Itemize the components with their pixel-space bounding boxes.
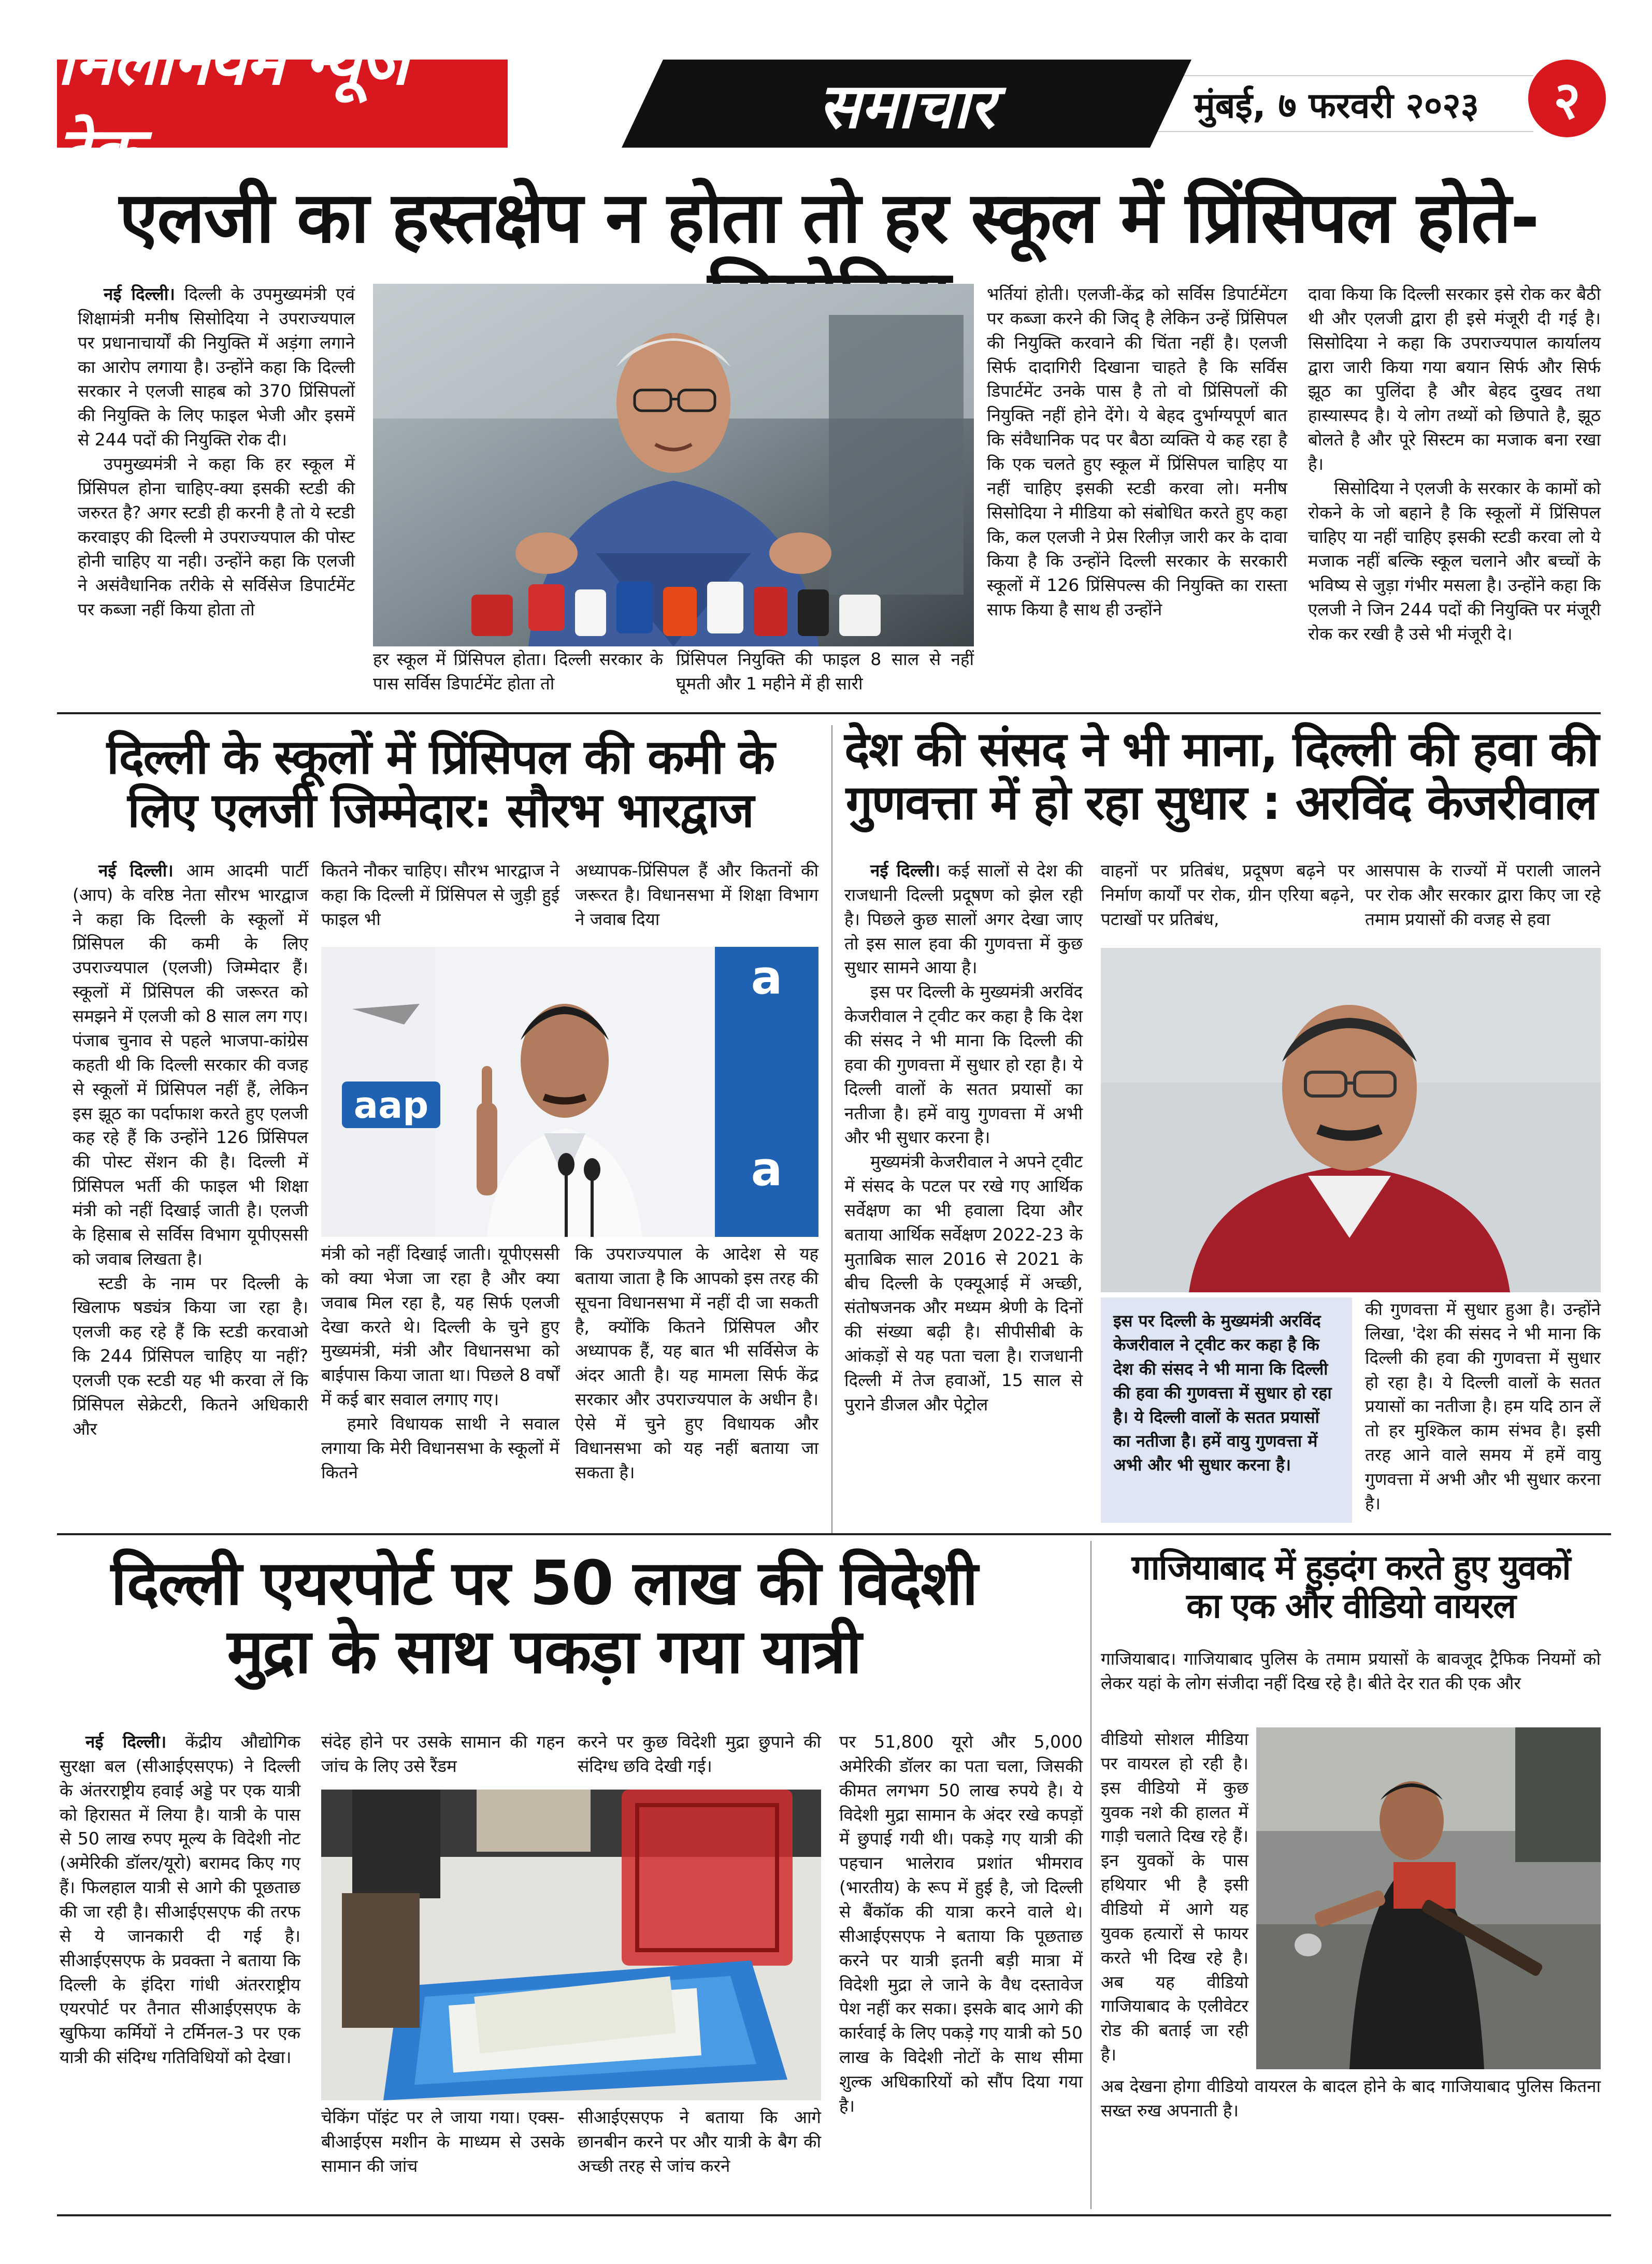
story5-outro: अब देखना होगा वीडियो वायरल के बादल होने के बाद गाजियाबाद पुलिस कितना सख्त रुख अपनाती है। (1101, 2076, 1601, 2121)
svg-text:a: a (751, 1142, 783, 1196)
story3-dateline: नई दिल्ली। (870, 860, 940, 881)
story2-headline-line2: लिए एलजी जिम्मेदार: सौरभ भारद्वाज (127, 783, 753, 839)
story3-text-1: कई सालों से देश की राजधानी दिल्ली प्रदूषण को झेल रही है। पिछले कुछ सालों अगर देखा जाए तो इस साल हवा की गुणवत्ता में कुछ सुधार सामने आया है। (844, 860, 1083, 978)
story2-dateline: नई दिल्ली। (98, 860, 174, 881)
story2-column-3-top: अध्यापक-प्रिंसिपल हैं और कितनों की जरूरत है। विधानसभा में शिक्षा विभाग ने जवाब दिया (575, 860, 818, 929)
story5-headline-line1: गाजियाबाद में हुड़दंग करते हुए युवकों (1131, 1548, 1570, 1588)
story4-column-1 (60, 1730, 300, 2070)
story3-column-2-top: वाहनों पर प्रतिबंध, प्रदूषण बढ़ने पर निर्माण कार्यों पर रोक, ग्रीन एरिया बढ़ने, पटाखों पर प्रतिबंध, (1101, 860, 1355, 929)
svg-text:aap: aap (353, 1084, 429, 1127)
story4-column-2-bottom: चेकिंग पॉइंट पर ले जाया गया। एक्स-बीआईएस मशीन के माध्यम से उसके सामान की जांच (321, 2107, 565, 2176)
story4-headline-line1: दिल्ली एयरपोर्ट पर 50 लाख की विदेशी (111, 1547, 977, 1619)
story2-column-2-top: कितने नौकर चाहिए। सौरभ भारद्वाज ने कहा कि दिल्ली में प्रिंसिपल से जुड़ी हुई फाइल भी (321, 860, 559, 929)
story2-text-1b: स्टडी के नाम पर दिल्ली के खिलाफ षड्यंत्र किया जा रहा है। एलजी कह रहे हैं कि स्टडी करवाओ कि 244 प्रिंसिपल चाहिए या नहीं? एलजी एक स्टडी यह भी करवा लें कि प्रिंसिपल सेक्रेटरी, कितने अधिकारी और (73, 1273, 308, 1439)
saurabh-photo (321, 947, 818, 1237)
edition-dateline: मुंबई, ७ फरवरी २०२३ (1194, 85, 1479, 126)
story2-headline-line1: दिल्ली के स्कूलों में प्रिंसिपल की कमी के (106, 729, 774, 785)
section-banner (663, 60, 1150, 148)
story3-column-3-bottom: की गुणवत्ता में सुधार हुआ है। उन्होंने लिखा, 'देश की संसद ने भी माना कि दिल्ली की हवा की गुणवत्ता में सुधार हो रहा है। ये दिल्ली वालों के सतत प्रयासों का नतीजा है। हम यदि ठान लें तो हर मुश्किल काम संभव है। इसी तरह आने वाले समय में हमें वायु गुणवत्ता में अभी और भी सुधार करना है। (1365, 1299, 1601, 1513)
story3-column-1 (844, 859, 1083, 1417)
column-divider (1090, 1541, 1091, 2209)
story1-headline: एलजी का हस्तक्षेप न होता तो हर स्कूल में प्रिंसिपल होते- (119, 177, 1539, 259)
story2-column-1 (73, 859, 308, 1441)
story4-column-3-top: करने पर कुछ विदेशी मुद्रा छुपाने की संदिग्ध छवि देखी गई। (578, 1732, 821, 1776)
story3-headline (842, 723, 1601, 829)
story4-column-2-top: संदेह होने पर उसके सामान की गहन जांच के लिए उसे रैंडम (321, 1732, 565, 1776)
arvind-kejriwal-image (1101, 948, 1601, 1292)
sisodia-press-conference-image (373, 284, 974, 646)
story4-text-1: केंद्रीय औद्योगिक सुरक्षा बल (सीआईएसएफ) ने दिल्ली के अंतरराष्ट्रीय हवाई अड्डे पर एक यात्री को हिरासत में लिया है। यात्री के पास से 50 लाख रुपए मूल्य के विदेशी नोट (अमेरिकी डॉलर/यूरो) बरामद किए गए हैं। फिलहाल यात्री से आगे की पूछताछ की जा रही है। सीआईएसएफ की तरफ से ये जानकारी दी गई है। सीआईएसएफ के प्रवक्ता ने बताया कि दिल्ली के इंदिरा गांधी अंतरराष्ट्रीय एयरपोर्ट पर तैनात सीआईएसएफ के खुफिया कर्मियों ने टर्मिनल-3 पर एक यात्री की संदिग्ध गतिविधियों को देखा। (60, 1732, 300, 2068)
story1-dateline: नई दिल्ली। (104, 284, 175, 304)
story1-column-3: प्रिंसिपल नियुक्ति की फाइल 8 साल से नहीं घूमती और 1 महीने में ही सारी (676, 649, 974, 694)
story3-headline-line2: गुणवत्ता में हो रहा सुधार : अरविंद केजरीवाल (845, 775, 1597, 831)
story3-text-1b: इस पर दिल्ली के मुख्यमंत्री अरविंद केजरीवाल ने ट्वीट कर कहा है कि देश की संसद ने भी माना कि दिल्ली की हवा की गुणवत्ता में सुधार हो रहा है। ये दिल्ली वालों के सतत प्रयासों का नतीजा है। हमें वायु गुणवत्ता में अभी और भी सुधार करना है। (844, 982, 1083, 1148)
story4-headline-line2: मुद्रा के साथ पकड़ा गया यात्री (227, 1616, 861, 1688)
story3-column-3-top: आसपास के राज्यों में पराली जालने पर रोक और सरकार द्वारा किए जा रहे तमाम प्रयासों की वजह से हवा (1365, 860, 1601, 929)
story2-headline (57, 730, 824, 837)
story1-text-1b: उपमुख्यमंत्री ने कहा कि हर स्कूल में प्रिंसिपल होना चाहिए-क्या इसकी स्टडी की जरुरत है? अगर स्टडी ही करनी है तो ये स्टडी करवाइए की दिल्ली मे उपराज्यपाल की पोस्ट होनी चाहिए या नही। उन्होंने कहा कि एलजी ने असंवैधानिक तरीके से सर्विसेज डिपार्टमेंट पर कब्जा नहीं किया होता तो (78, 454, 355, 620)
story5-headline-line2: का एक और वीडियो वायरल (1186, 1585, 1515, 1626)
kejriwal-photo (1101, 948, 1601, 1292)
story1-text-1: दिल्ली के उपमुख्यमंत्री एवं शिक्षामंत्री मनीष सिसोदिया ने उपराज्यपाल पर प्रधानाचार्यों की नियुक्ति में अड़ंगा लगाने का आरोप लगाया है। उन्होंने कहा कि दिल्ली सरकार ने एलजी साहब को 370 प्रिंसिपलों की नियुक्ति के लिए फाइल भेजी और इसमें से 244 पदों की नियुक्ति रोक दी। (78, 284, 355, 450)
story5-intro: गाजियाबाद। गाजियाबाद पुलिस के तमाम प्रयासों के बावजूद ट्रैफिक नियमों को लेकर यहां के लोग संजीदा नहीं दिख रहे है। बीते देर रात की एक और (1101, 1649, 1601, 1693)
masthead (57, 23, 1601, 191)
story1-column-4: भर्तियां होती। एलजी-केंद्र को सर्विस डिपार्टमेंटग पर कब्जा करने की जिद् है लेकिन उन्हें प्रिंसिपल की नियुक्ति करवाने की चिंता नहीं है। एलजी सिर्फ दादागिरी दिखाना चाहते है कि सर्विस डिपार्टमेंट उनके पास है तो वो प्रिंसिपलों की नियुक्ति नहीं होने देंगे। ये बेहद दुर्भाग्यपूर्ण बात कि संवैधानिक पद पर बैठा व्यक्ति ये कह रहा है कि एक चलते हुए स्कूल में प्रिंसिपल चाहिए या नहीं चाहिए इसकी स्टडी करवा लो। मनीष सिसोदिया ने मीडिया को संबोधित करते हुए कहा कि, कल एलजी ने प्रेस रिलीज़ जारी कर के दावा किया है कि उन्होंने दिल्ली सरकार के सरकारी स्कूलों में 126 प्रिंसिपल्स की नियुक्ति का रास्ता साफ किया है साथ ही उन्होंने (987, 284, 1287, 620)
saurabh-bharadwaj-image (321, 947, 818, 1237)
story4-column-4: पर 51,800 यूरो और 5,000 अमेरिकी डॉलर का पता चला, जिसकी कीमत लगभग 50 लाख रुपये है। ये विदेशी मुद्रा सामान के अंदर रखे कपड़ों में छुपाई गयी थी। पकड़े गए यात्री की पहचान भालेराव प्रशांत भीमराव (भारतीय) के रूप में हुई है, जो दिल्ली से बैंकॉक की यात्रा करने वाले थे। सीआईएसएफ ने बताया कि पूछताछ करने पर यात्री इतनी बड़ी मात्रा में विदेशी मुद्रा ले जाने के वैध दस्तावेज पेश नहीं कर सका। इसके बाद आगे की कार्रवाई के लिए पकड़े गए यात्री को 50 लाख के विदेशी नोटों के साथ सीमा शुल्क अधिकारियों को सौंप दिया गया है। (839, 1732, 1083, 2116)
page-number: २ (1528, 60, 1606, 137)
bottom-rule (57, 2214, 1611, 2216)
kejriwal-caption: इस पर दिल्ली के मुख्यमंत्री अरविंद केजरीवाल ने ट्वीट कर कहा है कि देश की संसद ने भी माना कि दिल्ली की हवा की गुणवत्ता में सुधार हो रहा है। ये दिल्ली वालों के सतत प्रयासों का नतीजा है। हमें वायु गुणवत्ता में अभी और भी सुधार करना है। (1101, 1297, 1352, 1523)
divider (57, 712, 1601, 714)
story2-text-2c: हमारे विधायक साथी ने सवाल लगाया कि मेरी विधानसभा के स्कूलों में कितने (321, 1414, 559, 1482)
column-divider (831, 725, 832, 1533)
story2-column-2-bottom (321, 1242, 559, 1485)
sisodia-photo (373, 284, 974, 646)
divider (57, 1533, 1611, 1535)
ghaziabad-video-still (1256, 1727, 1601, 2069)
story3-headline-line1: देश की संसद ने भी माना, दिल्ली की हवा की (844, 722, 1598, 777)
story2-column-3-bottom: कि उपराज्यपाल के आदेश से यह बताया जाता है कि आपको इस तरह की सूचना विधानसभा में नहीं दी जा सकती है, क्योंकि कितने प्रिंसिपल और अध्यापक हैं, यह बात भी सर्विसेज के अंदर आती है। यह मामला सिर्फ केंद्र सरकार और उपराज्यपाल के अधीन है। ऐसे में चुने हुए विधायक और विधानसभा को यह नहीं बताया जा सकता है। (575, 1244, 818, 1482)
story2-text-1: आम आदमी पार्टी (आप) के वरिष्ठ नेता सौरभ भारद्वाज ने कहा कि दिल्ली के स्कूलों में प्रिंसिपल की कमी के लिए उपराज्यपाल (एलजी) जिम्मेदार हैं। स्कूलों में प्रिंसिपल की जरूरत को समझने में एलजी को 8 साल लग गए। पंजाब चुनाव से पहले भाजपा-कांग्रेस कहती थी कि दिल्ली सरकार की वजह से स्कूलों में प्रिंसिपल नहीं हैं, लेकिन इस झूठ का पर्दाफाश करते हुए एलजी कह रहे हैं कि उन्होंने 126 प्रिंसिपल की पोस्ट सेंशन की है। दिल्ली में प्रिंसिपल भर्ती की फाइल भी शिक्षा मंत्री को नहीं दिखाई जाती है। एलजी के हिसाब से सर्विस विभाग यूपीएससी को जवाब लिखता है। (73, 860, 308, 1269)
brand-logo: मिलेनियम न्यूज टेक (57, 60, 508, 148)
svg-text:a: a (751, 950, 783, 1005)
story1-text-5b: सिसोदिया ने एलजी के सरकार के कामों को रोकने के जो बहाने है कि स्कूलों में प्रिंसिपल चाहिए या नहीं चाहिए इसकी स्टडी करवा लो ये मजाक नहीं बल्कि स्कूल चलाने और बच्चों के भविष्य से जुड़ा गंभीर मसला है। उन्होंने कहा कि एलजी ने जिन 244 पदों की नियुक्ति पर मंजूरी रोक कर रखी है उसे भी मंजूरी दे। (1308, 478, 1601, 644)
story1-column-5 (1308, 282, 1601, 646)
currency-photo (321, 1790, 821, 2100)
story1-column-1 (78, 282, 355, 622)
story5-column-left: वीडियो सोशल मीडिया पर वायरल हो रही है। इस वीडियो में कुछ युवक नशे की हालत में गाड़ी चलाते दिख रहे हैं। इन युवकों के पास हथियार भी है इसी वीडियो में आगे यह युवक हत्यारों से फायर करते भी दिख रहे है। अब यह वीडियो गाजियाबाद के एलीवेटर रोड की बताई जा रही है। (1101, 1729, 1248, 2065)
section-label: समाचार (818, 70, 995, 142)
viral-video-image (1256, 1727, 1601, 2069)
story4-column-3-bottom: सीआईएसएफ ने बताया कि आगे छानबीन करने पर और यात्री के बैग की अच्छी तरह से जांच करने (578, 2107, 821, 2176)
story5-headline (1101, 1549, 1601, 1625)
story2-text-2b: मंत्री को नहीं दिखाई जाती। यूपीएससी को क्या भेजा जा रहा है और क्या जवाब मिल रहा है, यह सिर्फ एलजी देखा करते थे। दिल्ली के चुने हुए मुख्यमंत्री, मंत्री और विधानसभा को बाईपास किया जाता था। पिछले 8 वर्षों में कई बार सवाल लगाए गए। (321, 1244, 560, 1410)
story4-dateline: नई दिल्ली। (85, 1732, 167, 1752)
story3-text-1c: मुख्यमंत्री केजरीवाल ने अपने ट्वीट में संसद के पटल पर रखे गए आर्थिक सर्वेक्षण का भी हवाला दिया और बताया आर्थिक सर्वेक्षण 2022-23 के मुताबिक साल 2016 से 2021 के बीच दिल्ली के एक्यूआई में अच्छी, संतोषजनक और मध्यम श्रेणी के दिनों की संख्या बढ़ी है। सीपीसीबी के आंकड़ों से यह पता चला है। राजधानी दिल्ली में तेज हवाओं, 15 साल से पुराने डीजल और पेट्रोल (844, 1151, 1083, 1415)
story4-headline (57, 1547, 1031, 1688)
story1-column-2: हर स्कूल में प्रिंसिपल होता। दिल्ली सरकार के पास सर्विस डिपार्टमेंट होता तो (373, 649, 663, 694)
story1-text-5: दावा किया कि दिल्ली सरकार इसे रोक कर बैठी थी और एलजी द्वारा ही इसे मंजूरी दी गई है। सिसोदिया ने कहा कि उपराज्यपाल कार्यालय द्वारा जारी किया गया बयान सिर्फ और सिर्फ झूठ का पुलिंदा है और बेहद दुखद तथा हास्यास्पद है। ये लोग तथ्यों को छिपाते है, झूठ बोलते है और पूरे सिस्टम का मजाक बना रखा है। (1308, 284, 1601, 474)
seized-currency-image (321, 1790, 821, 2100)
